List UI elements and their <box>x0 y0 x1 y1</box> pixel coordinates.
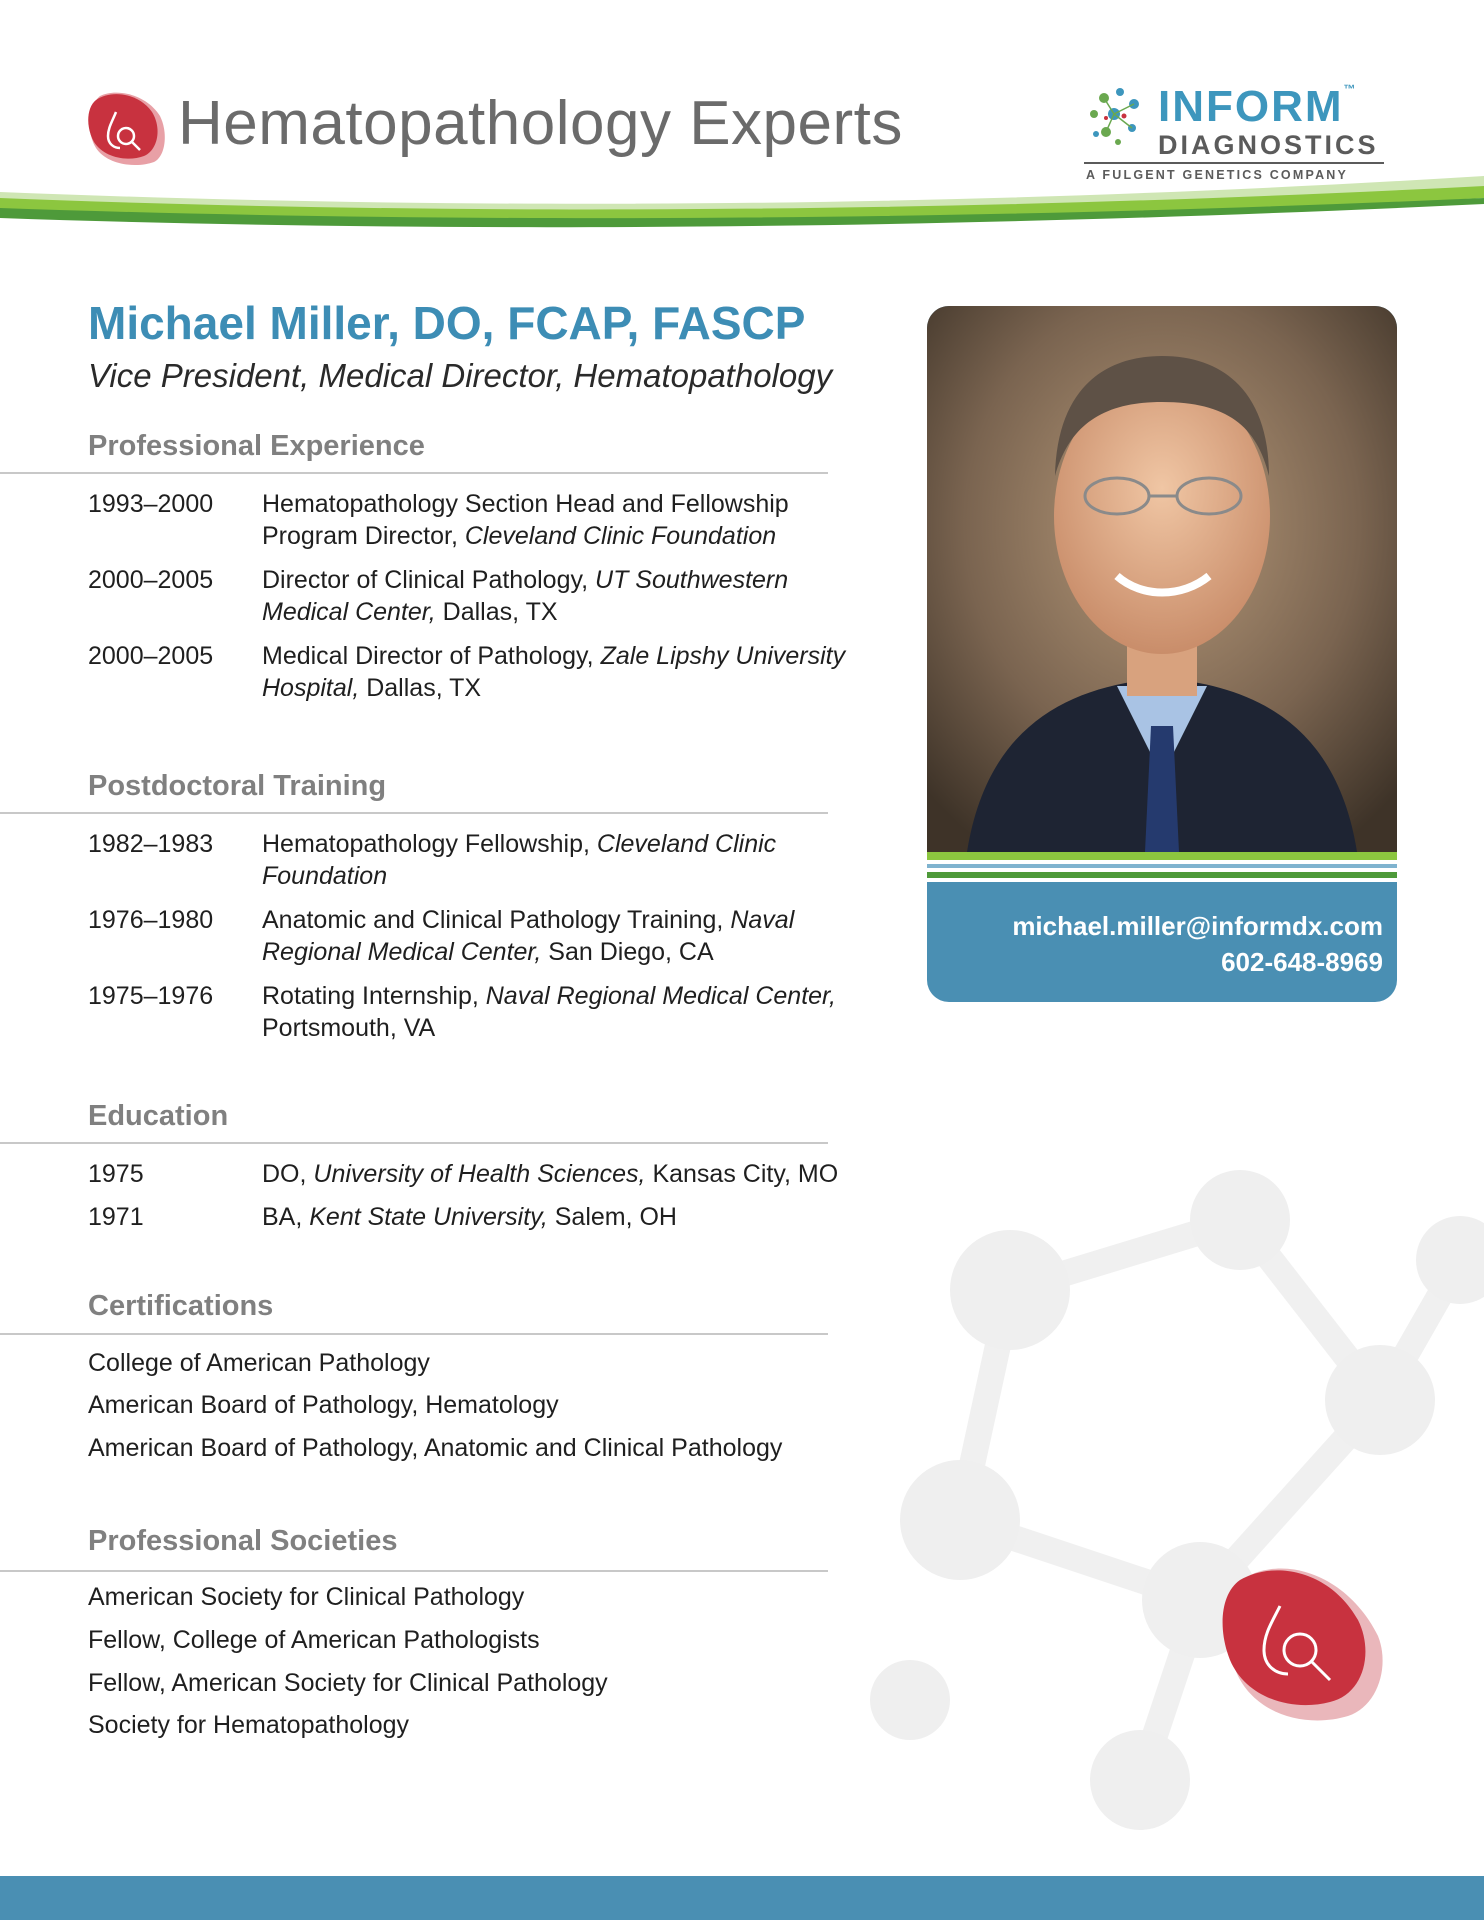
entry-degree: BA, <box>262 1203 303 1231</box>
contact-block <box>1012 908 1383 980</box>
header-title: Hematopathology Experts <box>178 89 903 158</box>
entry-title: Rotating Internship, <box>262 982 479 1010</box>
person-name: Michael Miller, DO, FCAP, FASCP <box>88 297 806 349</box>
entry-organization: Cleveland Clinic Foundation <box>464 522 777 550</box>
entry-organization: University of Health Sciences, <box>313 1160 646 1188</box>
molecule-cluster-icon <box>1084 84 1154 154</box>
section-divider <box>0 812 828 814</box>
entry-organization: UT Southwestern Medical Center, <box>262 566 789 626</box>
brand-tagline: A FULGENT GENETICS COMPANY <box>1086 168 1349 182</box>
brand-name: INFORM <box>1158 82 1344 131</box>
hematopathology-logo-icon <box>86 86 168 168</box>
section-divider <box>0 1142 828 1144</box>
contact-phone[interactable]: 602-648-8969 <box>1221 947 1383 977</box>
entry-title: Anatomic and Clinical Pathology Training, <box>262 906 724 934</box>
section-title-training: Postdoctoral Training <box>88 770 387 802</box>
entry-location: Kansas City, MO <box>652 1160 839 1188</box>
molecule-background-pattern <box>820 1140 1484 1840</box>
person-role: Vice President, Medical Director, Hematopathology <box>88 357 833 394</box>
entry-location: Salem, OH <box>554 1203 677 1231</box>
brand-subline: DIAGNOSTICS <box>1158 130 1379 160</box>
entry-organization: Cleveland Clinic Foundation <box>262 830 777 890</box>
entry-location: Dallas, TX <box>366 674 482 702</box>
header-green-swoosh <box>0 168 1484 248</box>
entry-years: 1975–1976 <box>88 982 214 1010</box>
entry-organization: Kent State University, <box>309 1203 548 1231</box>
profile-card <box>927 306 1397 1002</box>
section-divider <box>0 1333 828 1335</box>
entry-location: Portsmouth, VA <box>262 1014 436 1042</box>
entry-years: 1982–1983 <box>88 830 214 858</box>
entry-years: 2000–2005 <box>88 642 214 670</box>
section-title-certifications: Certifications <box>88 1290 274 1322</box>
entry-years: 1976–1980 <box>88 906 214 934</box>
certification-item: College of American Pathology <box>88 1349 430 1377</box>
certification-item: American Board of Pathology, Hematology <box>88 1391 559 1419</box>
entry-years: 2000–2005 <box>88 566 214 594</box>
entry-location: Dallas, TX <box>442 598 558 626</box>
hematopathology-logo-large-icon <box>1218 1556 1386 1724</box>
contact-email[interactable]: michael.miller@informdx.com <box>1012 911 1383 941</box>
society-item: Society for Hematopathology <box>88 1711 410 1739</box>
entry-organization: Zale Lipshy University Hospital, <box>262 642 846 702</box>
card-stripes <box>927 852 1397 892</box>
brand-trademark: ™ <box>1343 82 1358 96</box>
section-title-societies: Professional Societies <box>88 1525 398 1557</box>
entry-degree: DO, <box>262 1160 307 1188</box>
entry-organization: Naval Regional Medical Center, <box>485 982 836 1010</box>
brand-divider <box>1084 162 1384 164</box>
entry-title: Hematopathology Section Head and Fellowship Program Director, <box>262 490 789 550</box>
profile-photo <box>927 306 1397 852</box>
section-title-education: Education <box>88 1100 229 1132</box>
society-item: American Society for Clinical Pathology <box>88 1583 525 1611</box>
entry-years: 1975 <box>88 1160 144 1188</box>
section-title-experience: Professional Experience <box>88 430 425 462</box>
entry-years: 1971 <box>88 1203 144 1231</box>
section-divider <box>0 472 828 474</box>
certification-item: American Board of Pathology, Anatomic and Clinical Pathology <box>88 1434 783 1462</box>
entry-title: Hematopathology Fellowship, <box>262 830 590 858</box>
society-item: Fellow, College of American Pathologists <box>88 1626 540 1654</box>
footer-bar <box>0 1876 1484 1920</box>
section-divider <box>0 1570 828 1572</box>
entry-years: 1993–2000 <box>88 490 214 518</box>
society-item: Fellow, American Society for Clinical Pathology <box>88 1669 608 1697</box>
entry-location: San Diego, CA <box>548 938 714 966</box>
entry-title: Director of Clinical Pathology, <box>262 566 589 594</box>
entry-title: Medical Director of Pathology, <box>262 642 594 670</box>
entry-organization: Naval Regional Medical Center, <box>262 906 795 966</box>
